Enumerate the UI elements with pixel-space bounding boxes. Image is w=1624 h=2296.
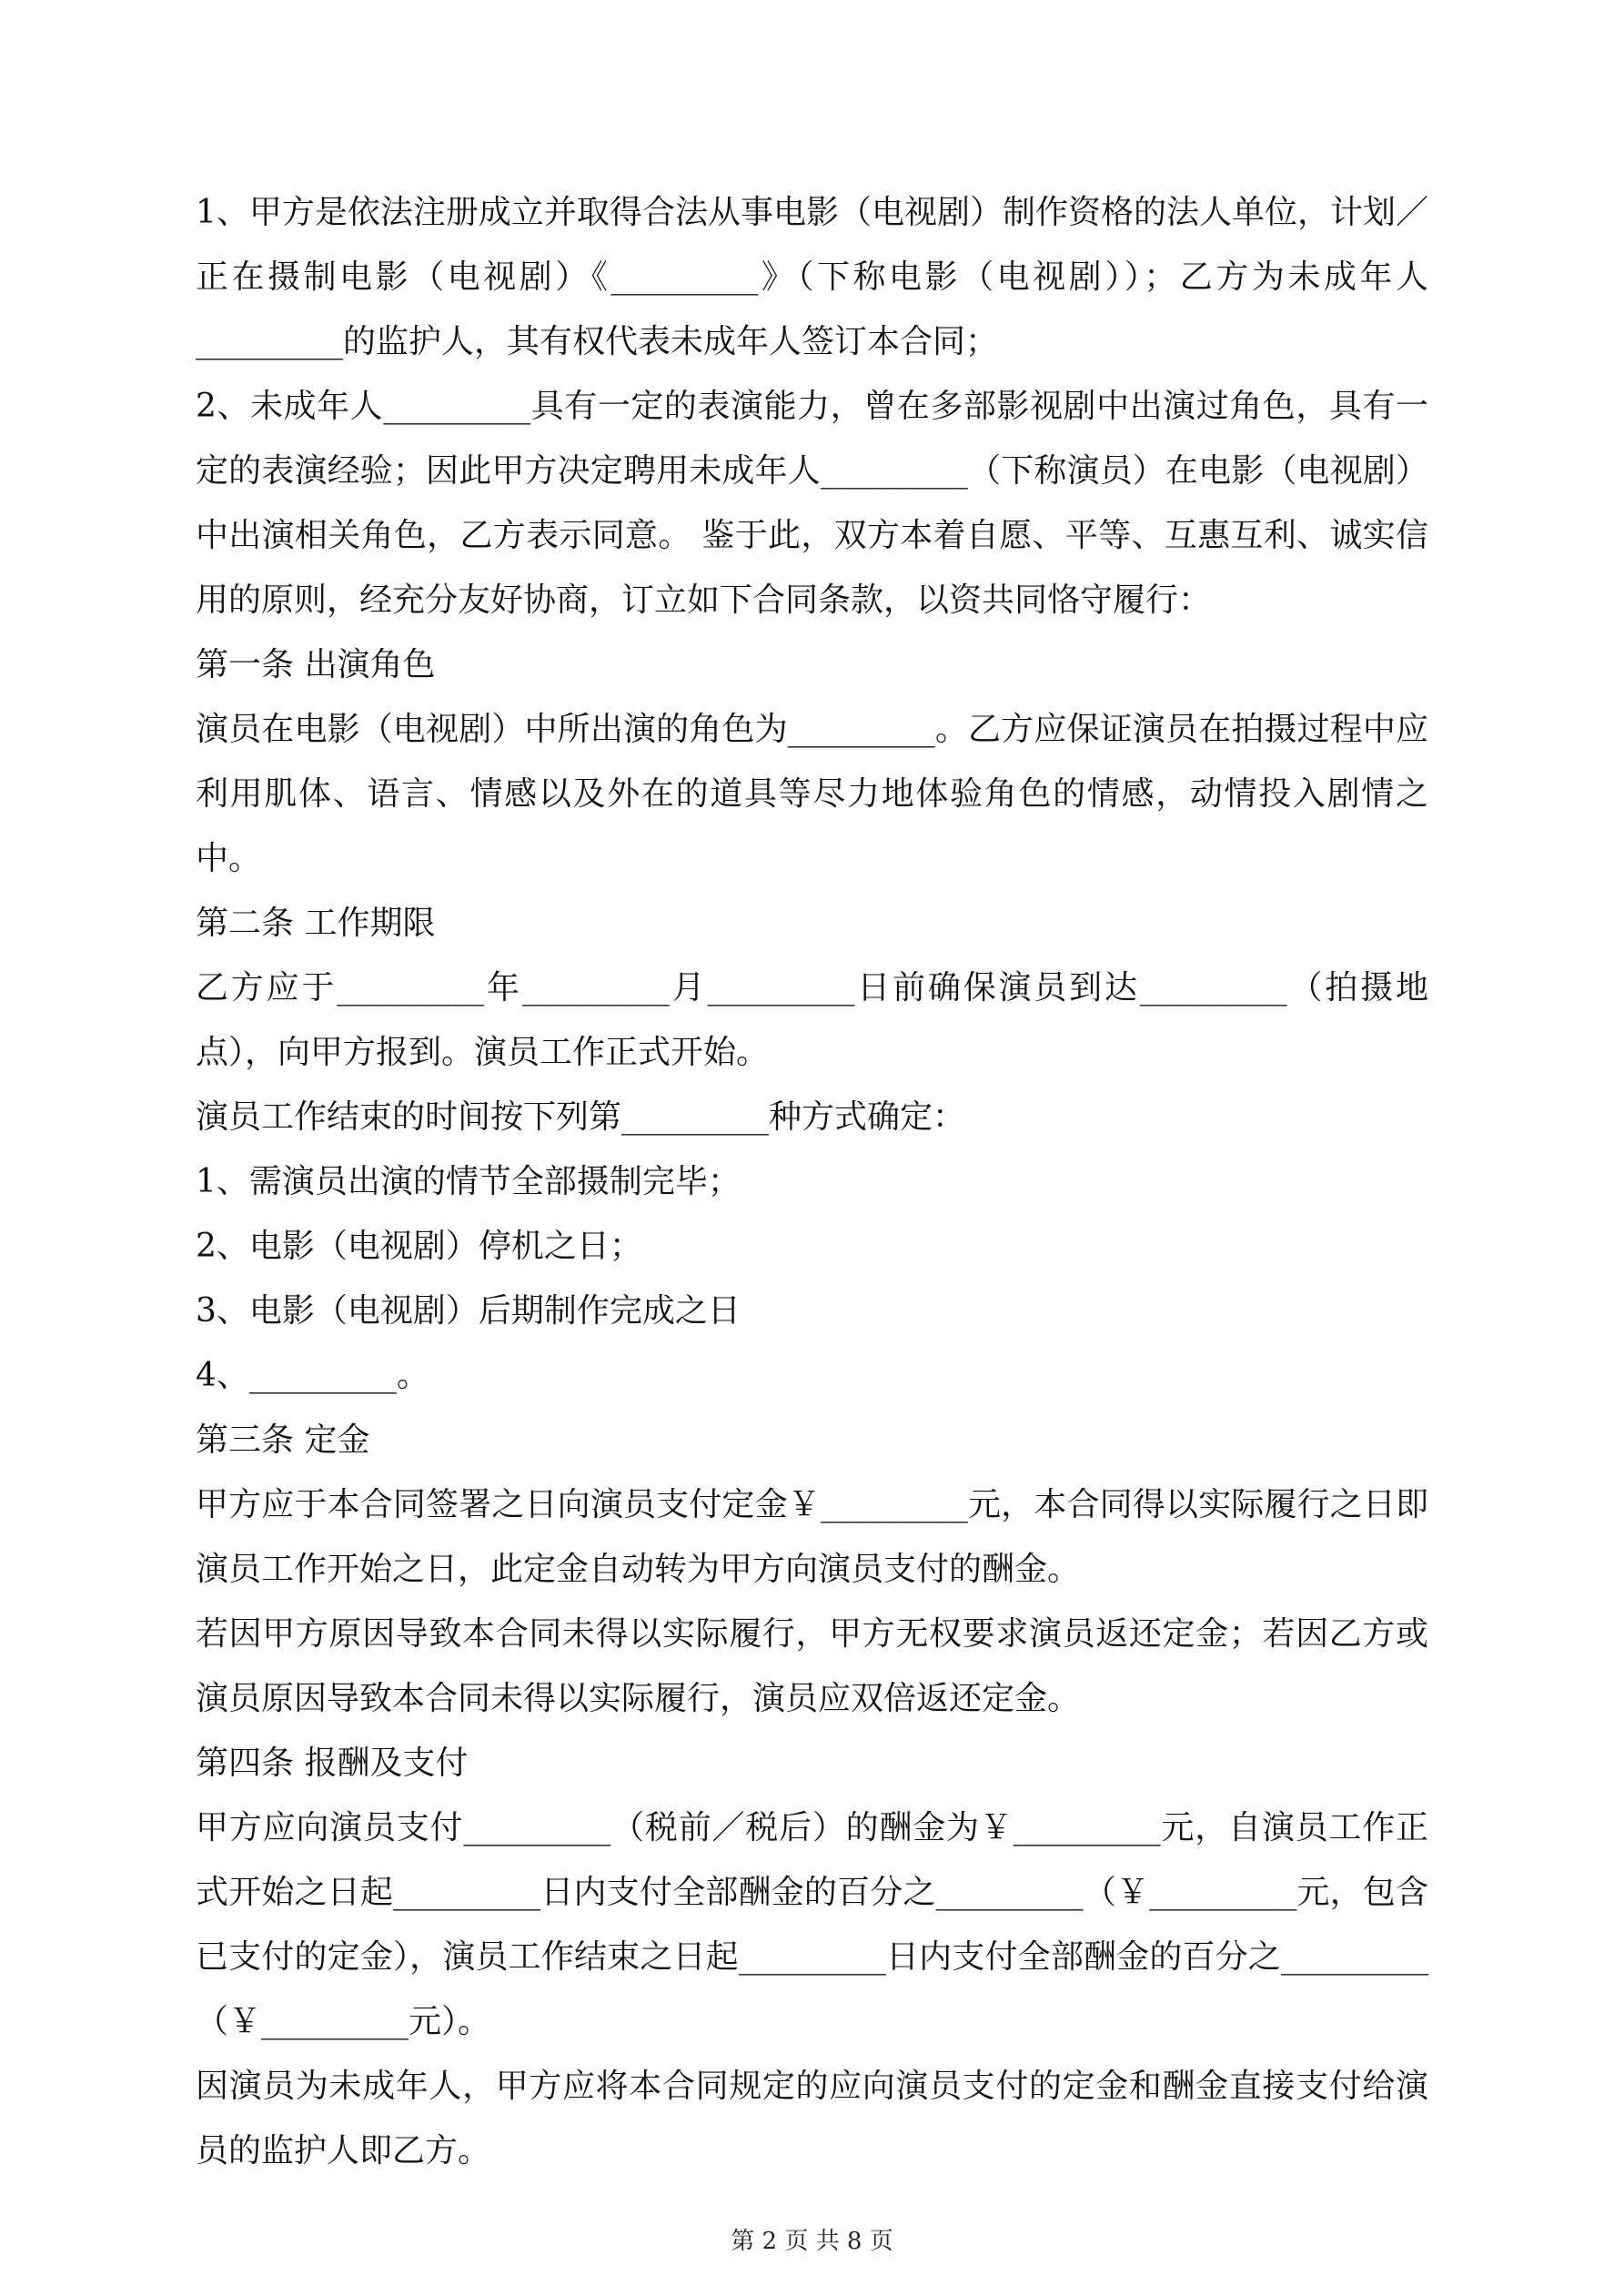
article-2-option-3: 3、电影（电视剧）后期制作完成之日 xyxy=(196,1292,741,1330)
article-3-text-2: 若因甲方原因导致本合同未得以实际履行，甲方无权要求演员返还定金；若因乙方或演员原因导致本合同未得以实际履行，演员应双倍返还定金。 xyxy=(196,1615,1428,1717)
contract-body xyxy=(196,180,1428,2183)
article-2-end-method: 演员工作结束的时间按下列第_________种方式确定： xyxy=(196,1098,966,1136)
article-1-heading: 第一条 出演角色 xyxy=(196,646,436,683)
article-2-option-2: 2、电影（电视剧）停机之日； xyxy=(196,1228,642,1265)
article-3-heading: 第三条 定金 xyxy=(196,1421,370,1459)
article-2-option-1: 1、需演员出演的情节全部摄制完毕； xyxy=(196,1163,741,1200)
article-2-heading: 第二条 工作期限 xyxy=(196,905,436,942)
article-4-text: 甲方应向演员支付_________（税前／税后）的酬金为￥_________元，自演员工作正式开始之日起_________日内支付全部酬金的百分之_________（￥_________元，包含已支付的定金），演员工作结束之日起_________日内支付全部酬金的百分之_________（￥_________元）。 xyxy=(196,1809,1428,2040)
article-4-text-2: 因演员为未成年人，甲方应将本合同规定的应向演员支付的定金和酬金直接支付给演员的监护人即乙方。 xyxy=(196,2068,1428,2170)
article-2-option-4: 4、_________。 xyxy=(196,1357,429,1394)
article-2-text: 乙方应于_________年_________月_________日前确保演员到达_________（拍摄地点），向甲方报到。演员工作正式开始。 xyxy=(196,969,1428,1071)
article-4-heading: 第四条 报酬及支付 xyxy=(196,1745,469,1782)
article-3-text: 甲方应于本合同签署之日向演员支付定金￥_________元，本合同得以实际履行之日即演员工作开始之日，此定金自动转为甲方向演员支付的酬金。 xyxy=(196,1486,1428,1588)
article-1-text: 演员在电影（电视剧）中所出演的角色为_________。乙方应保证演员在拍摄过程中应利用肌体、语言、情感以及外在的道具等尽力地体验角色的情感，动情投入剧情之中。 xyxy=(196,711,1428,877)
clause-paragraph-intro-2: 2、未成年人_________具有一定的表演能力，曾在多部影视剧中出演过角色，具有一定的表演经验；因此甲方决定聘用未成年人_________（下称演员）在电影（电视剧）中出演相关角色，乙方表示同意。 鉴于此，双方本着自愿、平等、互惠互利、诚实信用的原则，经充分友好协商，订立如下合同条款，以资共同恪守履行： xyxy=(196,388,1428,619)
page-number-footer: 第 2 页 共 8 页 xyxy=(731,2228,893,2255)
clause-paragraph-intro-1: 1、甲方是依法注册成立并取得合法从事电影（电视剧）制作资格的法人单位，计划／正在摄制电影（电视剧）《_________》（下称电影（电视剧））；乙方为未成年人_________的监护人，其有权代表未成年人签订本合同； xyxy=(196,194,1428,360)
